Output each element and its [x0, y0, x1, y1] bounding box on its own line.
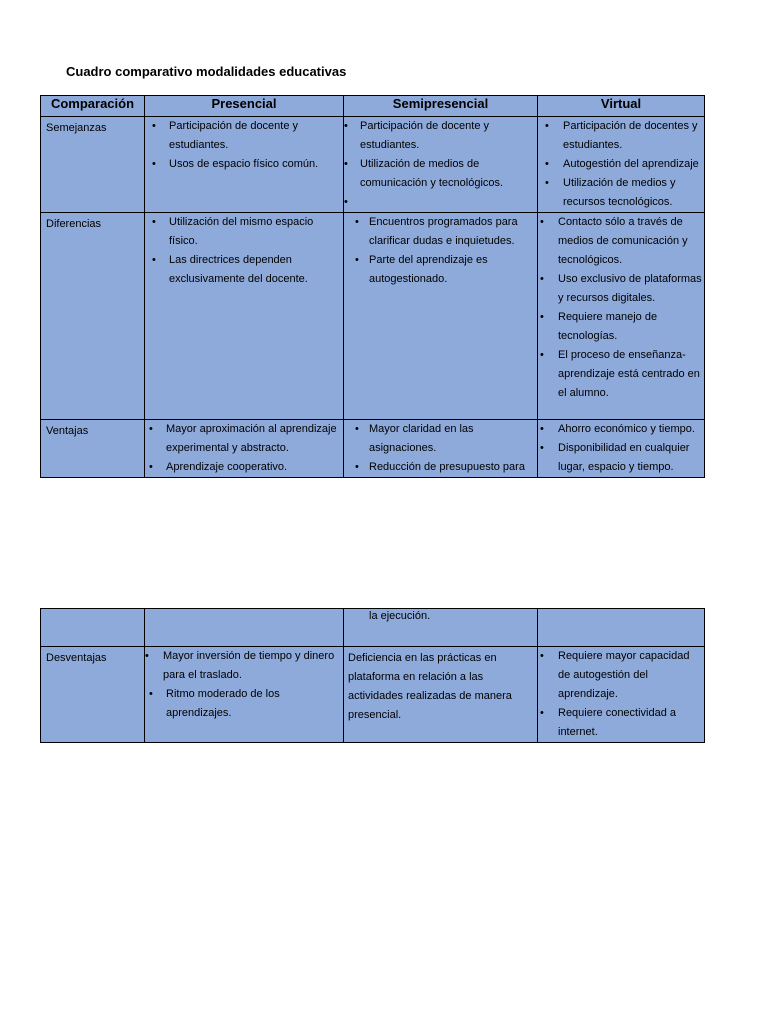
comparison-table-continued: [40, 608, 705, 743]
bullet-icon: •: [355, 461, 359, 473]
list-item: • Requiere conectividad a internet.: [538, 704, 704, 742]
list-item: • Requiere manejo de tecnologías.: [538, 308, 704, 346]
bullet-icon: •: [355, 423, 359, 435]
list-item: • Utilización del mismo espacio físico.: [145, 213, 343, 251]
bullet-list: [344, 420, 537, 477]
cell-text: Deficiencia en las prácticas en plataforma en relación a las actividades realizadas de manera presencial.: [348, 652, 512, 721]
bullet-list: [145, 213, 343, 289]
bullet-icon: •: [540, 707, 544, 719]
list-item: • Ritmo moderado de los aprendizajes.: [145, 685, 343, 723]
bullet-icon: •: [540, 423, 544, 435]
bullet-icon: •: [540, 442, 544, 454]
bullet-list: [145, 647, 343, 723]
cell-diferencias-virtual: [538, 213, 705, 420]
bullet-icon: •: [149, 423, 153, 435]
bullet-icon: •: [540, 273, 544, 285]
bullet-list: [145, 420, 343, 477]
bullet-icon: •: [540, 311, 544, 323]
row-ventajas-continued: [41, 609, 705, 647]
row-diferencias: [41, 213, 705, 420]
bullet-list: [538, 213, 704, 403]
bullet-list: [538, 420, 704, 477]
cell-semejanzas-label: [41, 117, 145, 213]
list-item: • Contacto sólo a través de medios de comunicación y tecnológicos.: [538, 213, 704, 270]
bullet-icon: •: [545, 120, 549, 132]
cell-ventajas-virtual-cont: [538, 609, 705, 647]
list-item: • Utilización de medios y recursos tecnológicos.: [538, 174, 704, 212]
header-comparacion: Comparación: [41, 96, 145, 117]
bullet-icon: •: [344, 158, 348, 170]
bullet-icon: •: [149, 461, 153, 473]
list-item: • Usos de espacio físico común.: [145, 155, 343, 174]
cell-ventajas-label: [41, 420, 145, 478]
header-semipresencial: Semipresencial: [344, 96, 538, 117]
cell-semejanzas-presencial: [145, 117, 344, 213]
bullet-icon: •: [355, 216, 359, 228]
list-item: • Autogestión del aprendizaje: [538, 155, 704, 174]
row-label: Semejanzas: [46, 122, 107, 134]
cell-semejanzas-semipresencial: [344, 117, 538, 213]
bullet-icon: •: [152, 120, 156, 132]
list-item: • Mayor claridad en las asignaciones.: [344, 420, 537, 458]
cell-semejanzas-virtual: [538, 117, 705, 213]
list-item: • Utilización de medios de comunicación y tecnológicos.: [344, 155, 537, 193]
list-item: • Participación de docente y estudiantes.: [344, 117, 537, 155]
cell-desventajas-label: [41, 647, 145, 743]
bullet-icon: •: [344, 120, 348, 132]
list-item: • Participación de docente y estudiantes.: [145, 117, 343, 155]
list-item: • Mayor aproximación al aprendizaje experimental y abstracto.: [145, 420, 343, 458]
list-item: • Mayor inversión de tiempo y dinero para el traslado.: [145, 647, 343, 685]
bullet-list: [145, 117, 343, 174]
bullet-list: [344, 117, 537, 212]
cell-ventajas-label-cont: [41, 609, 145, 647]
row-ventajas: [41, 420, 705, 478]
row-label: Ventajas: [46, 425, 89, 437]
bullet-icon: •: [545, 177, 549, 189]
list-item: • Reducción de presupuesto para: [344, 458, 537, 477]
bullet-list: [538, 117, 704, 212]
list-item: • Disponibilidad en cualquier lugar, espacio y tiempo.: [538, 439, 704, 477]
bullet-icon: •: [344, 196, 348, 208]
cell-desventajas-semipresencial: [344, 647, 538, 743]
cell-ventajas-presencial: [145, 420, 344, 478]
continued-text: la ejecución.: [369, 610, 431, 622]
row-semejanzas: [41, 117, 705, 213]
cell-ventajas-virtual: [538, 420, 705, 478]
bullet-icon: •: [149, 688, 153, 700]
list-item: • Encuentros programados para clarificar dudas e inquietudes.: [344, 213, 537, 251]
bullet-icon: •: [145, 650, 149, 662]
bullet-list: [538, 647, 704, 742]
bullet-icon: •: [540, 349, 544, 361]
list-item: • Uso exclusivo de plataformas y recursos digitales.: [538, 270, 704, 308]
bullet-icon: •: [152, 158, 156, 170]
list-item: • Participación de docentes y estudiantes.: [538, 117, 704, 155]
list-item: • Requiere mayor capacidad de autogestión del aprendizaje.: [538, 647, 704, 704]
cell-desventajas-presencial: [145, 647, 344, 743]
document-title: Cuadro comparativo modalidades educativas: [66, 64, 347, 79]
list-item: • Aprendizaje cooperativo.: [145, 458, 343, 477]
cell-desventajas-virtual: [538, 647, 705, 743]
comparison-table: [40, 95, 705, 478]
list-item: [344, 193, 537, 212]
bullet-icon: •: [540, 216, 544, 228]
cell-diferencias-label: [41, 213, 145, 420]
bullet-icon: •: [152, 216, 156, 228]
cell-diferencias-semipresencial: [344, 213, 538, 420]
header-row: [41, 96, 705, 117]
header-virtual: Virtual: [538, 96, 705, 117]
bullet-icon: •: [540, 650, 544, 662]
cell-ventajas-semipresencial-cont: [344, 609, 538, 647]
row-label: Diferencias: [46, 218, 102, 230]
header-presencial: Presencial: [145, 96, 344, 117]
bullet-icon: •: [152, 254, 156, 266]
bullet-icon: •: [545, 158, 549, 170]
list-item: • Parte del aprendizaje es autogestionado.: [344, 251, 537, 289]
row-label: Desventajas: [46, 652, 107, 664]
list-item: • Ahorro económico y tiempo.: [538, 420, 704, 439]
bullet-icon: •: [355, 254, 359, 266]
cell-diferencias-presencial: [145, 213, 344, 420]
list-item: • El proceso de enseñanza-aprendizaje está centrado en el alumno.: [538, 346, 704, 403]
cell-ventajas-semipresencial: [344, 420, 538, 478]
cell-ventajas-presencial-cont: [145, 609, 344, 647]
bullet-list: [344, 213, 537, 289]
list-item: • Las directrices dependen exclusivamente del docente.: [145, 251, 343, 289]
row-desventajas: [41, 647, 705, 743]
